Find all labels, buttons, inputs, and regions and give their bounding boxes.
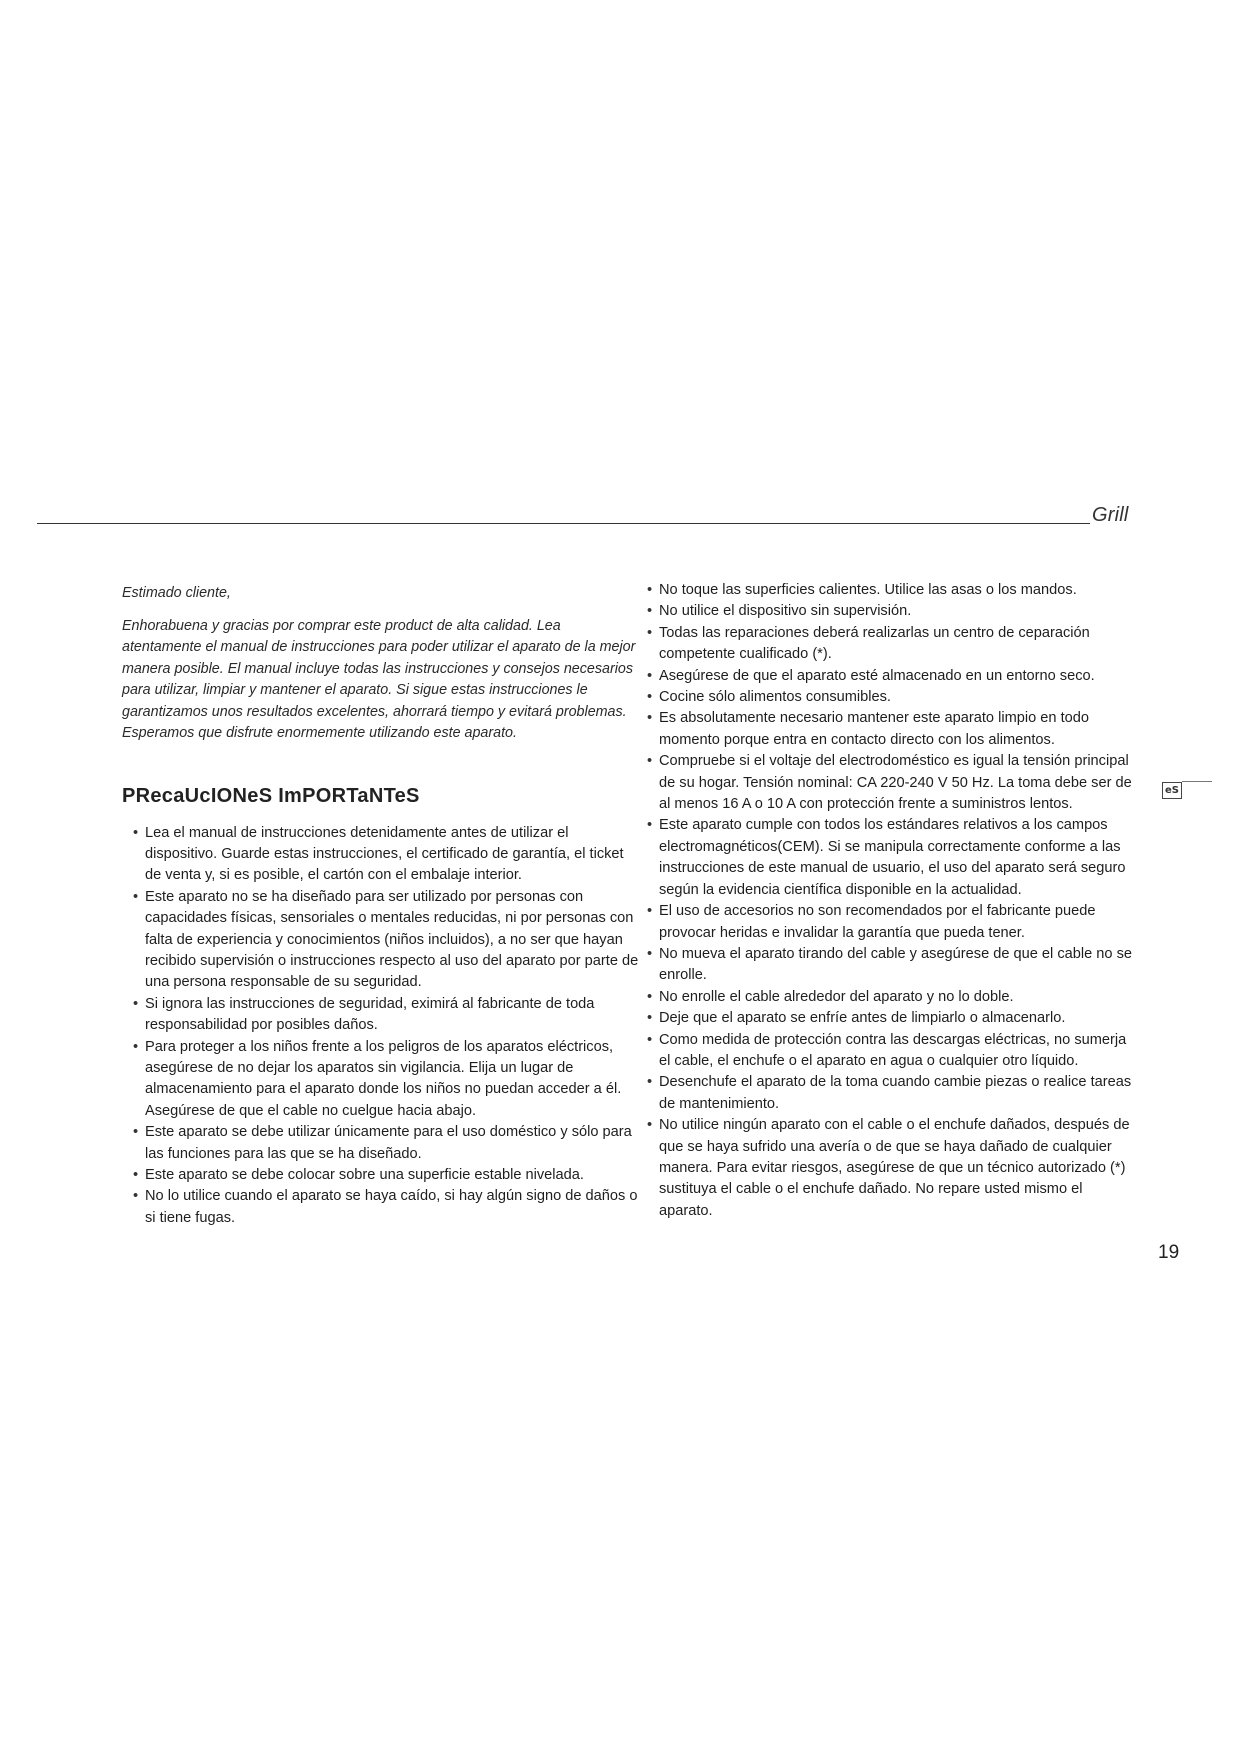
- list-item: • Este aparato no se ha diseñado para ser utilizado por personas con capacidades físicas, sensoriales o mentales reducidas, ni por personas con falta de experiencia y conocimientos (niños incluidos), a no ser que hayan recibido supervisión o instrucciones respecto al uso del aparato por parte de una persona responsable de su seguridad.: [122, 887, 642, 994]
- intro: [122, 583, 642, 745]
- list-item: • No utilice el dispositivo sin supervisión.: [636, 601, 1136, 622]
- list-item: • Es absolutamente necesario mantener este aparato limpio en todo momento porque entra en contacto directo con los alimentos.: [636, 708, 1136, 751]
- list-item: • Este aparato se debe utilizar únicamente para el uso doméstico y sólo para las funciones para las que se ha diseñado.: [122, 1122, 642, 1165]
- list-item: • No toque las superficies calientes. Utilice las asas o los mandos.: [636, 580, 1136, 601]
- list-item: • Para proteger a los niños frente a los peligros de los aparatos eléctricos, asegúrese de no dejar los aparatos sin vigilancia. Elija un lugar de almacenamiento para el aparato donde los niños no puedan acceder a él. Asegúrese de que el cable no cuelgue hacia abajo.: [122, 1037, 642, 1123]
- list-item: • No utilice ningún aparato con el cable o el enchufe dañados, después de que se haya sufrido una avería o de que se haya dañado de cualquier manera. Para evitar riesgos, asegúrese de que un técnico autorizado (*) sustituya el cable o el enchufe dañado. No repare usted mismo el aparato.: [636, 1115, 1136, 1222]
- list-item: • Asegúrese de que el aparato esté almacenado en un entorno seco.: [636, 666, 1136, 687]
- list-item: • Desenchufe el aparato de la toma cuando cambie piezas o realice tareas de mantenimiento.: [636, 1072, 1136, 1115]
- list-item: • Si ignora las instrucciones de seguridad, eximirá al fabricante de toda responsabilidad por posibles daños.: [122, 994, 642, 1037]
- right-bullet-list: [636, 580, 1136, 1222]
- language-tab: eS: [1162, 782, 1182, 799]
- section-title: PRecaUcIONeS ImPORTaNTeS: [122, 784, 420, 807]
- list-item: • Todas las reparaciones deberá realizarlas un centro de ceparación competente cualificado (*).: [636, 623, 1136, 666]
- page-number: 19: [1158, 1242, 1180, 1263]
- list-item: • Lea el manual de instrucciones detenidamente antes de utilizar el dispositivo. Guarde estas instrucciones, el certificado de garantía, el ticket de venta y, si es posible, el cartón con el embalaje interior.: [122, 823, 642, 887]
- language-tab-rule: [1182, 781, 1212, 782]
- page-header-title: Grill: [1092, 504, 1129, 526]
- list-item: • Este aparato cumple con todos los estándares relativos a los campos electromagnéticos(CEM). Si se manipula correctamente conforme a las instrucciones de este manual de usuario, el uso del aparato será seguro según la evidencia científica disponible en la actualidad.: [636, 815, 1136, 901]
- header-rule: [37, 523, 1090, 524]
- list-item: • Como medida de protección contra las descargas eléctricas, no sumerja el cable, el enchufe o el aparato en agua o cualquier otro líquido.: [636, 1030, 1136, 1073]
- list-item: • Cocine sólo alimentos consumibles.: [636, 687, 1136, 708]
- right-column: [636, 580, 1136, 1222]
- list-item: • No lo utilice cuando el aparato se haya caído, si hay algún signo de daños o si tiene fugas.: [122, 1186, 642, 1229]
- list-item: • No enrolle el cable alrededor del aparato y no lo doble.: [636, 987, 1136, 1008]
- left-bullet-list: [122, 823, 642, 1230]
- list-item: • Este aparato se debe colocar sobre una superficie estable nivelada.: [122, 1165, 642, 1186]
- left-column: [122, 583, 642, 1229]
- list-item: • No mueva el aparato tirando del cable y asegúrese de que el cable no se enrolle.: [636, 944, 1136, 987]
- list-item: • Compruebe si el voltaje del electrodoméstico es igual la tensión principal de su hogar. Tensión nominal: CA 220-240 V 50 Hz. La toma debe ser de al menos 16 A o 10 A con protección frente a suministros lentos.: [636, 751, 1136, 815]
- intro-body: Enhorabuena y gracias por comprar este product de alta calidad. Lea atentamente el manual de instrucciones para poder utilizar el aparato de la mejor manera posible. El manual incluye todas las instrucciones y consejos necesarios para utilizar, limpiar y mantener el aparato. Si sigue estas instrucciones le garantizamos unos resultados excelentes, ahorrará tiempo y evitará problemas. Esperamos que disfrute enormemente utilizando este aparato.: [122, 617, 636, 741]
- intro-greeting: Estimado cliente,: [122, 585, 231, 601]
- list-item: • El uso de accesorios no son recomendados por el fabricante puede provocar heridas e invalidar la garantía que pueda tener.: [636, 901, 1136, 944]
- list-item: • Deje que el aparato se enfríe antes de limpiarlo o almacenarlo.: [636, 1008, 1136, 1029]
